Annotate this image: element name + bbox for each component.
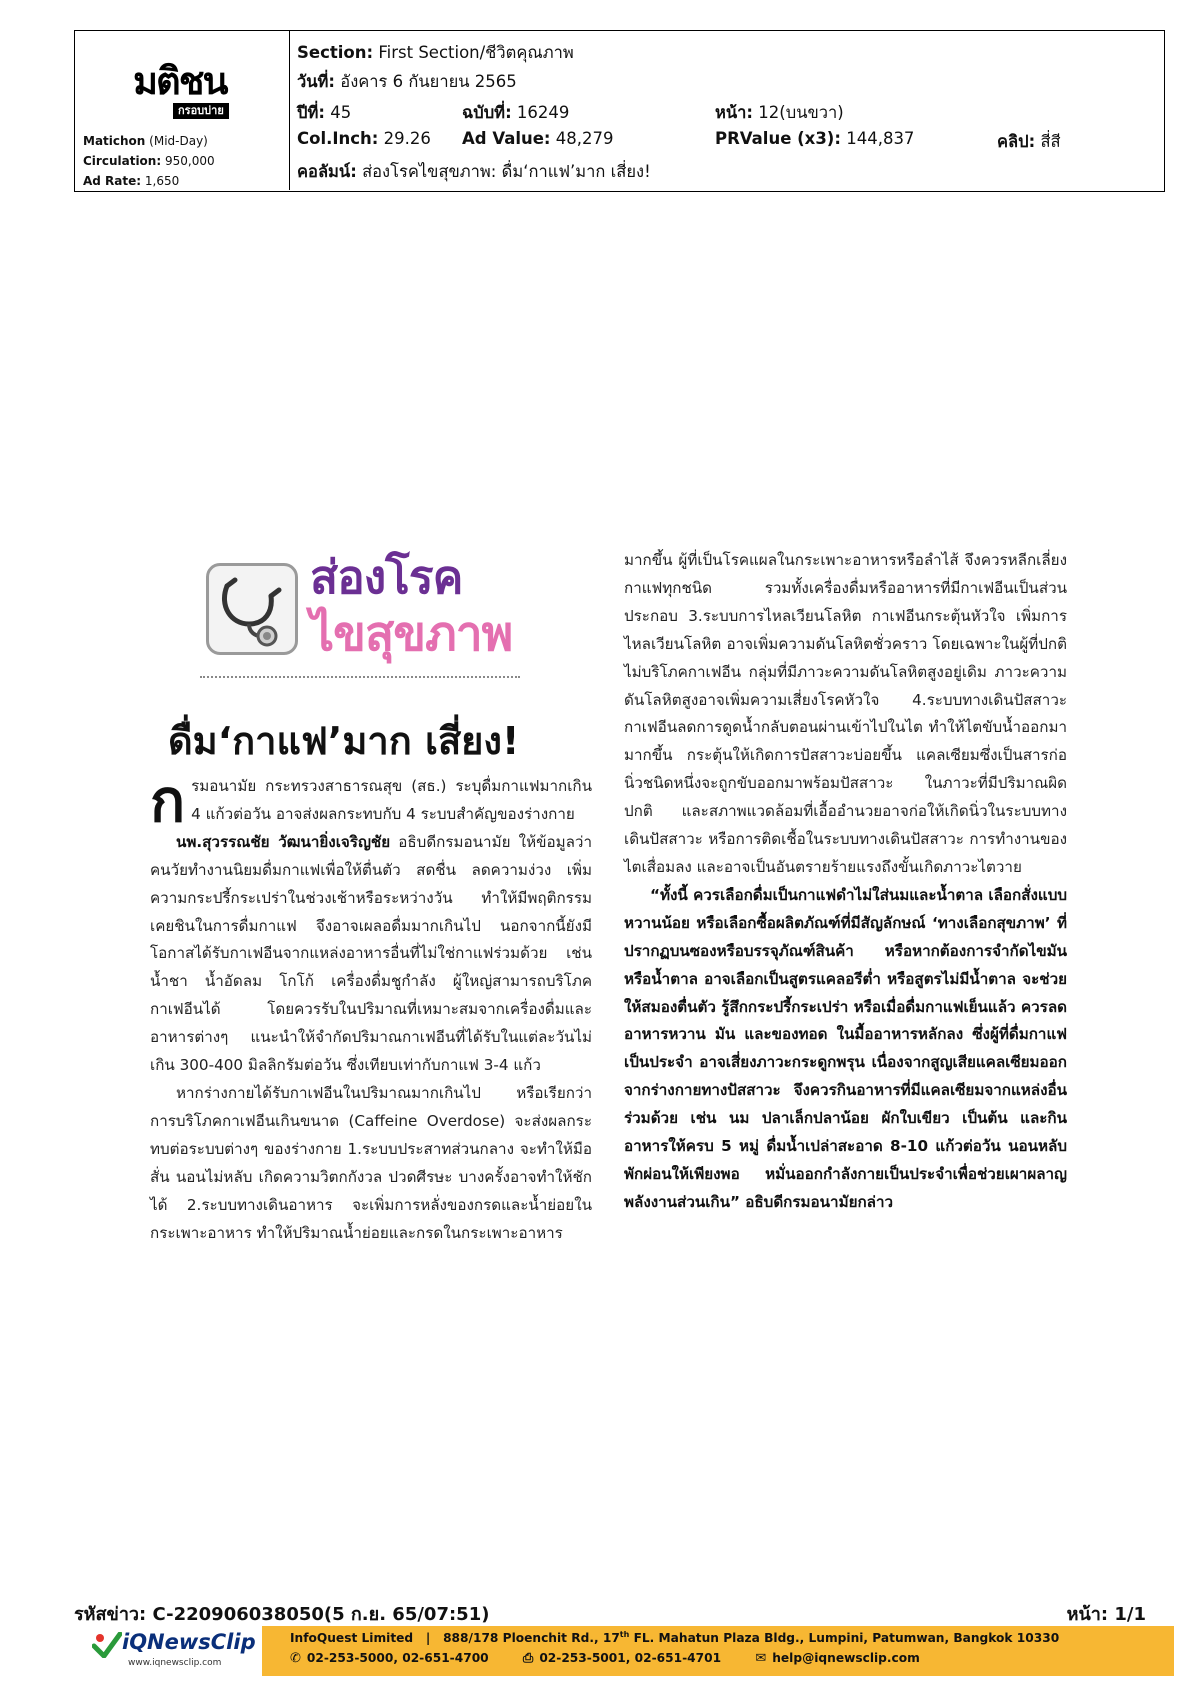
advalue-cell [462, 129, 614, 148]
column-value: ส่องโรคไขสุขภาพ: ดื่ม‘กาแฟ’มาก เสี่ยง! [362, 162, 651, 181]
date-row [297, 69, 517, 95]
clip-label: คลิป: [997, 132, 1036, 151]
column-label: คอลัมน์: [297, 162, 357, 181]
contact-line [290, 1651, 950, 1666]
section-value: First Section/ชีวิตคุณภาพ [378, 43, 574, 62]
date-label: วันที่: [297, 72, 336, 91]
article-headline: ดื่ม‘กาแฟ’มาก เสี่ยง! [168, 719, 520, 763]
logo-wordmark: มติชน [133, 59, 227, 103]
article-column-left [150, 767, 592, 1247]
paragraph-5 [624, 882, 1067, 1217]
advalue-label: Ad Value: [462, 129, 551, 148]
column-kicker-line1: ส่องโรค [310, 550, 463, 604]
clip-cell [997, 129, 1061, 155]
clipping-header [74, 30, 1165, 192]
page-label: หน้า: [715, 103, 754, 122]
email-icon: ✉ [755, 1651, 767, 1666]
lead-text: รมอนามัย กระทรวงสาธารณสุข (สธ.) ระบุดื่มกาแฟมากเกิน 4 แก้วต่อวัน อาจส่งผลกระทบกับ 4 ระบบสำคัญของร่างกาย [191, 777, 592, 823]
issue-row [297, 100, 1157, 124]
quote-text: “ทั้งนี้ ควรเลือกดื่มเป็นกาแฟดำไม่ใส่นมและน้ำตาล เลือกสั่งแบบหวานน้อย หรือเลือกซื้อผลิตภัณฑ์ที่มีสัญลักษณ์ ‘ทางเลือกสุขภาพ’ ที่ปรากฏบนซองหรือบรรจุภัณฑ์สินค้า หรือหากต้องการจำกัดไขมัน หรือน้ำตาล อาจเลือกเป็นสูตรแคลอรีต่ำ หรือสูตรไม่มีน้ำตาล จะช่วยให้สมองตื่นตัว รู้สึกกระปรี้กระเปร่า หรือเมื่อดื่มกาแฟเย็นแล้ว ควรลดอาหารหวาน มัน และของทอด ในมื้ออาหารหลักลง ซึ่งผู้ที่ดื่มกาแฟเป็นประจำ อาจเสี่ยงภาวะกระดูกพรุน เนื่องจากสูญเสียแคลเซียมออกจากร่างกายทางปัสสาวะ จึงควรกินอาหารที่มีแคลเซียมจากแหล่งอื่นร่วมด้วย เช่น นม ปลาเล็กปลาน้อย ผักใบเขียว เป็นต้น และกินอาหารให้ครบ 5 หมู่ ดื่มน้ำเปล่าสะอาด 8-10 แก้วต่อวัน นอนหลับพักผ่อนให้เพียงพอ หมั่นออกกำลังกายเป็นประจำเพื่อช่วยเผาผลาญพลังงานส่วนเกิน” [624, 885, 1067, 1211]
issue-value: 16249 [516, 103, 570, 122]
page-cell [715, 100, 844, 126]
address-rest: FL. Mahatun Plaza Bldg., Lumpini, Patumwan, Bangkok 10330 [629, 1631, 1060, 1646]
clipping-metadata [297, 37, 1157, 187]
year-cell [297, 100, 351, 126]
issue-cell [462, 100, 569, 126]
company-name: InfoQuest Limited [290, 1631, 414, 1646]
clip-value: สี่สี [1040, 132, 1061, 151]
date-value: อังคาร 6 กันยายน 2565 [340, 72, 517, 91]
fax-numbers: 02-253-5001, 02-651-4701 [539, 1651, 722, 1665]
drop-cap: ก [150, 767, 186, 835]
page-count: หน้า: 1/1 [1066, 1604, 1146, 1625]
value-row [297, 129, 1157, 153]
stethoscope-icon [206, 563, 298, 655]
brand-name: iQNewsClip [122, 1630, 256, 1654]
phone-entry [290, 1651, 489, 1666]
email-address[interactable]: help@iqnewsclip.com [772, 1651, 920, 1665]
year-value: 45 [330, 103, 352, 122]
column-kicker-line2: ไขสุขภาพ [310, 606, 513, 662]
colinch-cell [297, 129, 431, 148]
prvalue-label: PRValue (x3): [715, 129, 841, 148]
brand-mark-icon [92, 1632, 122, 1658]
contact-bar [262, 1626, 1174, 1676]
year-label: ปีที่: [297, 103, 325, 122]
article-column-right [624, 547, 1067, 1217]
ad-rate-value: 1,650 [144, 174, 180, 188]
issue-label: ฉบับที่: [462, 103, 512, 122]
colinch-label: Col.Inch: [297, 129, 379, 148]
news-code: รหัสข่าว: C-220906038050(5 ก.ย. 65/07:51) [74, 1604, 490, 1625]
paragraph-3: หากร่างกายได้รับกาเฟอีนในปริมาณมากเกินไป หรือเรียกว่า การบริโภคกาเฟอีนเกินขนาด (Caffeine Overdose) จะส่งผลกระทบต่อระบบต่างๆ ของร่างกาย 1.ระบบประสาทส่วนกลาง จะทำให้มือสั่น นอนไม่หลับ เกิดความวิตกกังวล ปวดศีรษะ บางครั้งอาจทำให้ชักได้ 2.ระบบทางเดินอาหาร จะเพิ่มการหลั่งของกรดและน้ำย่อยในกระเพาะอาหาร ทำให้ปริมาณน้ำย่อยและกรดในกระเพาะอาหาร [150, 1083, 592, 1242]
publication-panel [75, 31, 290, 190]
official-name: นพ.สุวรรณชัย วัฒนายิ่งเจริญชัย [176, 832, 391, 851]
lead-paragraph [150, 767, 592, 835]
company-address-line [290, 1630, 1059, 1645]
ad-rate-label: Ad Rate: [83, 174, 142, 188]
address: 888/178 Ploenchit Rd., 17 [443, 1631, 620, 1646]
prvalue-cell [715, 129, 914, 148]
matichon-logo [133, 59, 243, 117]
page-value: 12(บนขวา) [758, 103, 844, 122]
section-row [297, 40, 574, 66]
kicker-divider [200, 676, 520, 678]
brand-url: www.iqnewsclip.com [128, 1658, 222, 1668]
section-label: Section: [297, 43, 374, 62]
quote-attribution: อธิบดีกรมอนามัยกล่าว [740, 1192, 894, 1211]
column-row [297, 159, 651, 185]
publication-meta [83, 131, 215, 191]
advalue-value: 48,279 [555, 129, 614, 148]
address-ordinal: th [619, 1630, 630, 1639]
circulation-value: 950,000 [164, 154, 215, 168]
paragraph-2-text: อธิบดีกรมอนามัย ให้ข้อมูลว่า คนวัยทำงานนิยมดื่มกาแฟเพื่อให้ตื่นตัว สดชื่น ลดความง่วง เพิ่มความกระปรี้กระเปร่าในช่วงเช้าหรือระหว่างวัน ทำให้มีพฤติกรรมเคยชินในการดื่มกาแฟ จึงอาจเผลอดื่มมากเกินไป นอกจากนี้ยังมีโอกาสได้รับกาเฟอีนจากแหล่งอาหารอื่นที่ไม่ใช่กาแฟร่วมด้วย เช่น น้ำชา น้ำอัดลม โกโก้ เครื่องดื่มชูกำลัง ผู้ใหญ่สามารถบริโภคกาเฟอีนได้ โดยควรรับในปริมาณที่เหมาะสมจากเครื่องดื่มและอาหารต่างๆ แนะนำให้จำกัดปริมาณกาเฟอีนที่ได้รับในแต่ละวันไม่เกิน 300-400 มิลลิกรัมต่อวัน ซึ่งเทียบเท่ากับกาแฟ 3-4 แก้ว [150, 832, 592, 1075]
prvalue-value: 144,837 [846, 129, 915, 148]
email-entry[interactable] [755, 1651, 920, 1666]
fax-entry [523, 1651, 721, 1666]
paragraph-4: มากขึ้น ผู้ที่เป็นโรคแผลในกระเพาะอาหารหรือลำไส้ จึงควรหลีกเลี่ยงกาแฟทุกชนิด รวมทั้งเครื่องดื่มหรืออาหารที่มีกาเฟอีนเป็นส่วนประกอบ 3.ระบบการไหลเวียนโลหิต กาเฟอีนกระตุ้นหัวใจ เพิ่มการไหลเวียนโลหิต อาจเพิ่มความดันโลหิตชั่วคราว โดยเฉพาะในผู้ที่ปกติไม่บริโภคกาเฟอีน กลุ่มที่มีภาวะความดันโลหิตสูงอยู่เดิม ภาวะความดันโลหิตสูงอาจเพิ่มความเสี่ยงโรคหัวใจ 4.ระบบทางเดินปัสสาวะ กาเฟอีนลดการดูดน้ำกลับตอนผ่านเข้าไปในไต ทำให้ไตขับน้ำออกมามากขึ้น กระตุ้นให้เกิดการปัสสาวะบ่อยขึ้น แคลเซียมซึ่งเป็นสารก่อนิ่วชนิดหนึ่งจะถูกขับออกมาพร้อมปัสสาวะ ในภาวะที่มีปริมาณผิดปกติ และสภาพแวดล้อมที่เอื้ออำนวยอาจก่อให้เกิดนิ่วในระบบทางเดินปัสสาวะ หรือการติดเชื้อในระบบทางเดินปัสสาวะ การทำงานของไตเสื่อมลง และอาจเป็นอันตรายร้ายแรงถึงขั้นเกิดภาวะไตวาย [624, 551, 1067, 876]
phone-icon: ✆ [290, 1651, 301, 1666]
publication-name: Matichon [83, 134, 146, 148]
phone-numbers: 02-253-5000, 02-651-4700 [306, 1651, 489, 1665]
circulation-label: Circulation: [83, 154, 162, 168]
fax-icon: ⎙ [522, 1651, 534, 1666]
logo-edition-tag: กรอบบ่าย [173, 103, 229, 119]
separator: | [425, 1631, 431, 1646]
colinch-value: 29.26 [383, 129, 431, 148]
publication-edition: (Mid-Day) [149, 134, 208, 148]
paragraph-2 [150, 829, 592, 1080]
iqnewsclip-logo [92, 1628, 262, 1676]
